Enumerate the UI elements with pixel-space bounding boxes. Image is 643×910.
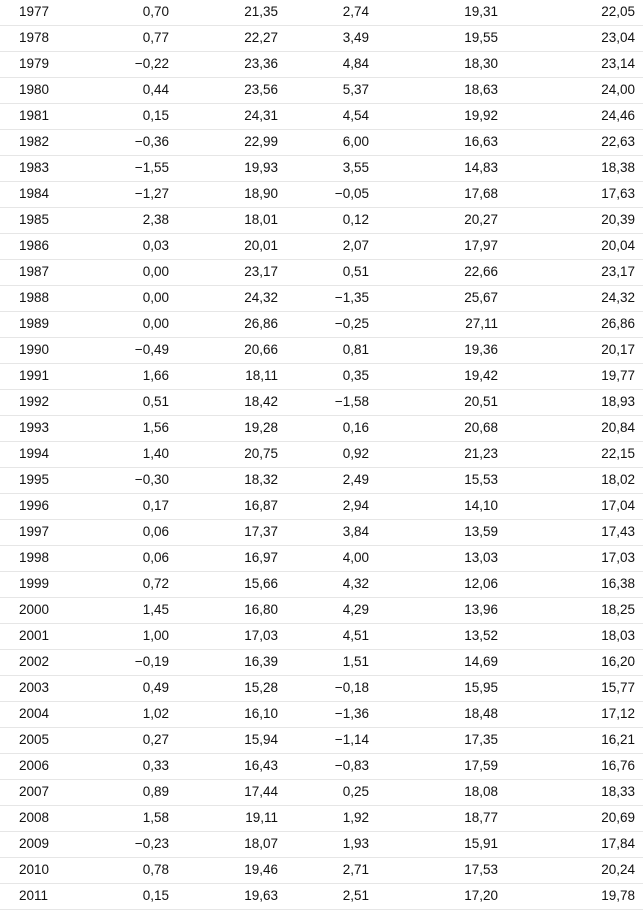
value-cell: 0,17	[142, 498, 169, 513]
value-cell: 16,80	[244, 602, 278, 617]
value-cell: 0,51	[142, 394, 169, 409]
value-cell: 19,11	[245, 810, 278, 825]
table-row	[0, 702, 643, 728]
value-cell: 0,44	[142, 82, 169, 97]
year-cell: 1985	[19, 212, 50, 227]
value-cell: 1,58	[142, 810, 169, 825]
value-cell: −0,05	[334, 186, 369, 201]
value-cell: 1,56	[142, 420, 169, 435]
value-cell: 19,77	[601, 368, 635, 383]
value-cell: 15,77	[601, 680, 635, 695]
value-cell: 17,63	[601, 186, 635, 201]
value-cell: 15,95	[464, 680, 498, 695]
year-cell: 2010	[19, 862, 50, 877]
value-cell: 2,49	[342, 472, 369, 487]
table-row	[0, 208, 643, 234]
value-cell: 17,44	[244, 784, 278, 799]
year-cell: 1991	[19, 368, 50, 383]
value-cell: 16,39	[244, 654, 278, 669]
year-cell: 1997	[19, 524, 50, 539]
value-cell: 19,36	[464, 342, 498, 357]
value-cell: 16,20	[601, 654, 635, 669]
value-cell: 6,00	[342, 134, 369, 149]
table-row	[0, 624, 643, 650]
value-cell: 0,12	[342, 212, 369, 227]
value-cell: 17,03	[244, 628, 278, 643]
value-cell: 17,43	[601, 524, 635, 539]
value-cell: 21,35	[244, 4, 278, 19]
year-cell: 2008	[19, 810, 50, 825]
value-cell: 15,66	[244, 576, 278, 591]
year-cell: 2002	[19, 654, 50, 669]
value-cell: 19,93	[244, 160, 278, 175]
value-cell: 1,51	[342, 654, 369, 669]
value-cell: 18,48	[464, 706, 498, 721]
year-cell: 2003	[19, 680, 50, 695]
value-cell: 20,01	[244, 238, 278, 253]
value-cell: 17,12	[601, 706, 635, 721]
value-cell: 15,28	[244, 680, 278, 695]
value-cell: −1,14	[334, 732, 369, 747]
year-cell: 1995	[19, 472, 50, 487]
table-row	[0, 858, 643, 884]
table-row	[0, 338, 643, 364]
value-cell: 1,45	[142, 602, 169, 617]
value-cell: 23,14	[601, 56, 635, 71]
value-cell: 17,37	[244, 524, 278, 539]
value-cell: 14,83	[464, 160, 498, 175]
value-cell: 13,59	[464, 524, 498, 539]
value-cell: 0,25	[342, 784, 369, 799]
value-cell: −0,30	[134, 472, 169, 487]
value-cell: 18,38	[601, 160, 635, 175]
value-cell: 4,51	[342, 628, 369, 643]
value-cell: 23,17	[601, 264, 635, 279]
value-cell: 19,46	[244, 862, 278, 877]
value-cell: 24,46	[601, 108, 635, 123]
value-cell: 13,52	[464, 628, 498, 643]
table-row	[0, 390, 643, 416]
value-cell: 0,27	[142, 732, 169, 747]
year-cell: 1979	[19, 56, 50, 71]
value-cell: 18,77	[464, 810, 498, 825]
value-cell: 18,42	[244, 394, 278, 409]
value-cell: 14,10	[464, 498, 498, 513]
year-cell: 1990	[19, 342, 50, 357]
value-cell: 19,42	[464, 368, 498, 383]
value-cell: 22,63	[601, 134, 635, 149]
value-cell: 19,92	[464, 108, 498, 123]
year-cell: 1986	[19, 238, 50, 253]
value-cell: 4,29	[342, 602, 369, 617]
year-cell: 1993	[19, 420, 50, 435]
year-cell: 1989	[19, 316, 50, 331]
value-cell: 18,01	[244, 212, 278, 227]
table-row	[0, 130, 643, 156]
value-cell: 2,94	[342, 498, 369, 513]
year-cell: 1984	[19, 186, 50, 201]
value-cell: 18,03	[601, 628, 635, 643]
value-cell: 19,63	[244, 888, 278, 903]
value-cell: 24,31	[244, 108, 278, 123]
value-cell: 22,99	[244, 134, 278, 149]
value-cell: 0,78	[142, 862, 169, 877]
value-cell: 18,30	[464, 56, 498, 71]
value-cell: 0,00	[142, 264, 169, 279]
value-cell: 22,05	[601, 4, 635, 19]
table-row	[0, 494, 643, 520]
value-cell: 26,86	[244, 316, 278, 331]
value-cell: 0,15	[142, 108, 169, 123]
value-cell: 22,66	[464, 264, 498, 279]
value-cell: 17,97	[464, 238, 498, 253]
value-cell: 20,17	[601, 342, 635, 357]
table-row	[0, 182, 643, 208]
year-cell: 2004	[19, 706, 50, 721]
table-row	[0, 260, 643, 286]
value-cell: 0,35	[342, 368, 369, 383]
value-cell: 3,84	[342, 524, 369, 539]
value-cell: 1,40	[142, 446, 169, 461]
value-cell: 15,94	[244, 732, 278, 747]
value-cell: 18,11	[245, 368, 278, 383]
year-cell: 1994	[19, 446, 50, 461]
value-cell: 0,51	[342, 264, 369, 279]
value-cell: 16,10	[244, 706, 278, 721]
value-cell: 18,07	[244, 836, 278, 851]
year-cell: 2001	[19, 628, 50, 643]
value-cell: 1,92	[342, 810, 369, 825]
value-cell: 13,03	[464, 550, 498, 565]
table-row	[0, 416, 643, 442]
value-cell: 20,04	[601, 238, 635, 253]
value-cell: 5,37	[342, 82, 369, 97]
table-row	[0, 156, 643, 182]
value-cell: 24,32	[601, 290, 635, 305]
value-cell: 12,06	[464, 576, 498, 591]
year-cell: 1980	[19, 82, 50, 97]
value-cell: 16,87	[244, 498, 278, 513]
table-row	[0, 312, 643, 338]
value-cell: 0,89	[142, 784, 169, 799]
value-cell: 1,93	[342, 836, 369, 851]
value-cell: 27,11	[465, 316, 498, 331]
value-cell: 25,67	[464, 290, 498, 305]
value-cell: 3,49	[342, 30, 369, 45]
value-cell: 16,21	[601, 732, 635, 747]
value-cell: 0,00	[142, 290, 169, 305]
value-cell: 18,25	[601, 602, 635, 617]
year-cell: 2006	[19, 758, 50, 773]
value-cell: 23,17	[244, 264, 278, 279]
table-row	[0, 806, 643, 832]
table-row	[0, 832, 643, 858]
value-cell: 2,71	[342, 862, 369, 877]
value-cell: 1,02	[142, 706, 169, 721]
value-cell: 16,76	[601, 758, 635, 773]
table-row	[0, 754, 643, 780]
value-cell: 4,84	[342, 56, 369, 71]
value-cell: 20,75	[244, 446, 278, 461]
value-cell: 17,03	[601, 550, 635, 565]
value-cell: 18,08	[464, 784, 498, 799]
year-cell: 1992	[19, 394, 50, 409]
year-cell: 1982	[19, 134, 50, 149]
value-cell: 22,15	[601, 446, 635, 461]
value-cell: 2,51	[342, 888, 369, 903]
value-cell: 20,68	[464, 420, 498, 435]
value-cell: 17,35	[464, 732, 498, 747]
value-cell: 0,70	[142, 4, 169, 19]
table-row	[0, 572, 643, 598]
value-cell: 20,84	[601, 420, 635, 435]
table-row	[0, 884, 643, 910]
table-row	[0, 520, 643, 546]
value-cell: 18,63	[464, 82, 498, 97]
value-cell: −0,83	[334, 758, 369, 773]
value-cell: 21,23	[464, 446, 498, 461]
value-cell: 24,32	[244, 290, 278, 305]
value-cell: 0,72	[142, 576, 169, 591]
year-cell: 1978	[19, 30, 50, 45]
value-cell: −1,55	[134, 160, 169, 175]
value-cell: 22,27	[244, 30, 278, 45]
table-row	[0, 546, 643, 572]
value-cell: −1,35	[334, 290, 369, 305]
value-cell: 16,97	[244, 550, 278, 565]
table-row	[0, 104, 643, 130]
value-cell: 15,53	[464, 472, 498, 487]
value-cell: 14,69	[464, 654, 498, 669]
value-cell: 2,07	[342, 238, 369, 253]
value-cell: 1,66	[142, 368, 169, 383]
value-cell: 20,66	[244, 342, 278, 357]
value-cell: 1,00	[142, 628, 169, 643]
value-cell: 18,02	[601, 472, 635, 487]
year-cell: 2007	[19, 784, 50, 799]
value-cell: −0,18	[334, 680, 369, 695]
year-cell: 1999	[19, 576, 50, 591]
value-cell: 17,04	[601, 498, 635, 513]
value-cell: 0,77	[142, 30, 169, 45]
value-cell: 16,63	[464, 134, 498, 149]
value-cell: 19,55	[464, 30, 498, 45]
value-cell: −1,58	[334, 394, 369, 409]
year-cell: 2011	[19, 888, 49, 903]
table-row	[0, 676, 643, 702]
value-cell: 13,96	[464, 602, 498, 617]
table-row	[0, 52, 643, 78]
value-cell: 2,38	[142, 212, 169, 227]
value-cell: −0,23	[134, 836, 169, 851]
table-row	[0, 234, 643, 260]
value-cell: 2,74	[342, 4, 369, 19]
value-cell: 0,00	[142, 316, 169, 331]
table-row	[0, 0, 643, 26]
table-row	[0, 442, 643, 468]
value-cell: 4,54	[342, 108, 369, 123]
value-cell: 17,53	[464, 862, 498, 877]
year-cell: 2000	[19, 602, 50, 617]
table-row	[0, 650, 643, 676]
value-cell: 19,78	[601, 888, 635, 903]
value-cell: 4,32	[342, 576, 369, 591]
value-cell: 23,04	[601, 30, 635, 45]
value-cell: 23,36	[244, 56, 278, 71]
value-cell: 23,56	[244, 82, 278, 97]
value-cell: −1,36	[334, 706, 369, 721]
year-cell: 2009	[19, 836, 50, 851]
value-cell: 0,81	[342, 342, 369, 357]
year-cell: 1981	[19, 108, 50, 123]
value-cell: 20,39	[601, 212, 635, 227]
year-cell: 1983	[19, 160, 50, 175]
value-cell: 17,20	[464, 888, 498, 903]
value-cell: 18,32	[244, 472, 278, 487]
table-row	[0, 728, 643, 754]
value-cell: 0,33	[142, 758, 169, 773]
year-cell: 1987	[19, 264, 50, 279]
value-cell: 0,92	[342, 446, 369, 461]
table-row	[0, 26, 643, 52]
table-row	[0, 598, 643, 624]
year-cell: 2005	[19, 732, 50, 747]
value-cell: 19,28	[244, 420, 278, 435]
year-cell: 1998	[19, 550, 50, 565]
value-cell: 0,06	[142, 524, 169, 539]
value-cell: 0,03	[142, 238, 169, 253]
value-cell: 17,84	[601, 836, 635, 851]
value-cell: −0,36	[134, 134, 169, 149]
value-cell: −0,25	[334, 316, 369, 331]
value-cell: −0,49	[134, 342, 169, 357]
value-cell: 20,24	[601, 862, 635, 877]
value-cell: 17,68	[464, 186, 498, 201]
table-row	[0, 286, 643, 312]
year-cell: 1977	[19, 4, 50, 19]
value-cell: 20,27	[464, 212, 498, 227]
value-cell: 0,06	[142, 550, 169, 565]
table-row	[0, 78, 643, 104]
value-cell: −0,19	[134, 654, 169, 669]
year-cell: 1988	[19, 290, 50, 305]
value-cell: 17,59	[464, 758, 498, 773]
value-cell: 19,31	[464, 4, 498, 19]
value-cell: 18,90	[244, 186, 278, 201]
value-cell: 4,00	[342, 550, 369, 565]
table-row	[0, 364, 643, 390]
value-cell: −0,22	[134, 56, 169, 71]
value-cell: 16,43	[244, 758, 278, 773]
value-cell: 24,00	[601, 82, 635, 97]
value-cell: 15,91	[464, 836, 498, 851]
value-cell: 0,15	[142, 888, 169, 903]
value-cell: 18,93	[601, 394, 635, 409]
value-cell: 18,33	[601, 784, 635, 799]
value-cell: 16,38	[601, 576, 635, 591]
year-cell: 1996	[19, 498, 50, 513]
value-cell: −1,27	[134, 186, 169, 201]
table-row	[0, 780, 643, 806]
value-cell: 0,16	[342, 420, 369, 435]
value-cell: 20,69	[601, 810, 635, 825]
value-cell: 20,51	[464, 394, 498, 409]
value-cell: 0,49	[142, 680, 169, 695]
value-cell: 26,86	[601, 316, 635, 331]
table-row	[0, 468, 643, 494]
value-cell: 3,55	[342, 160, 369, 175]
